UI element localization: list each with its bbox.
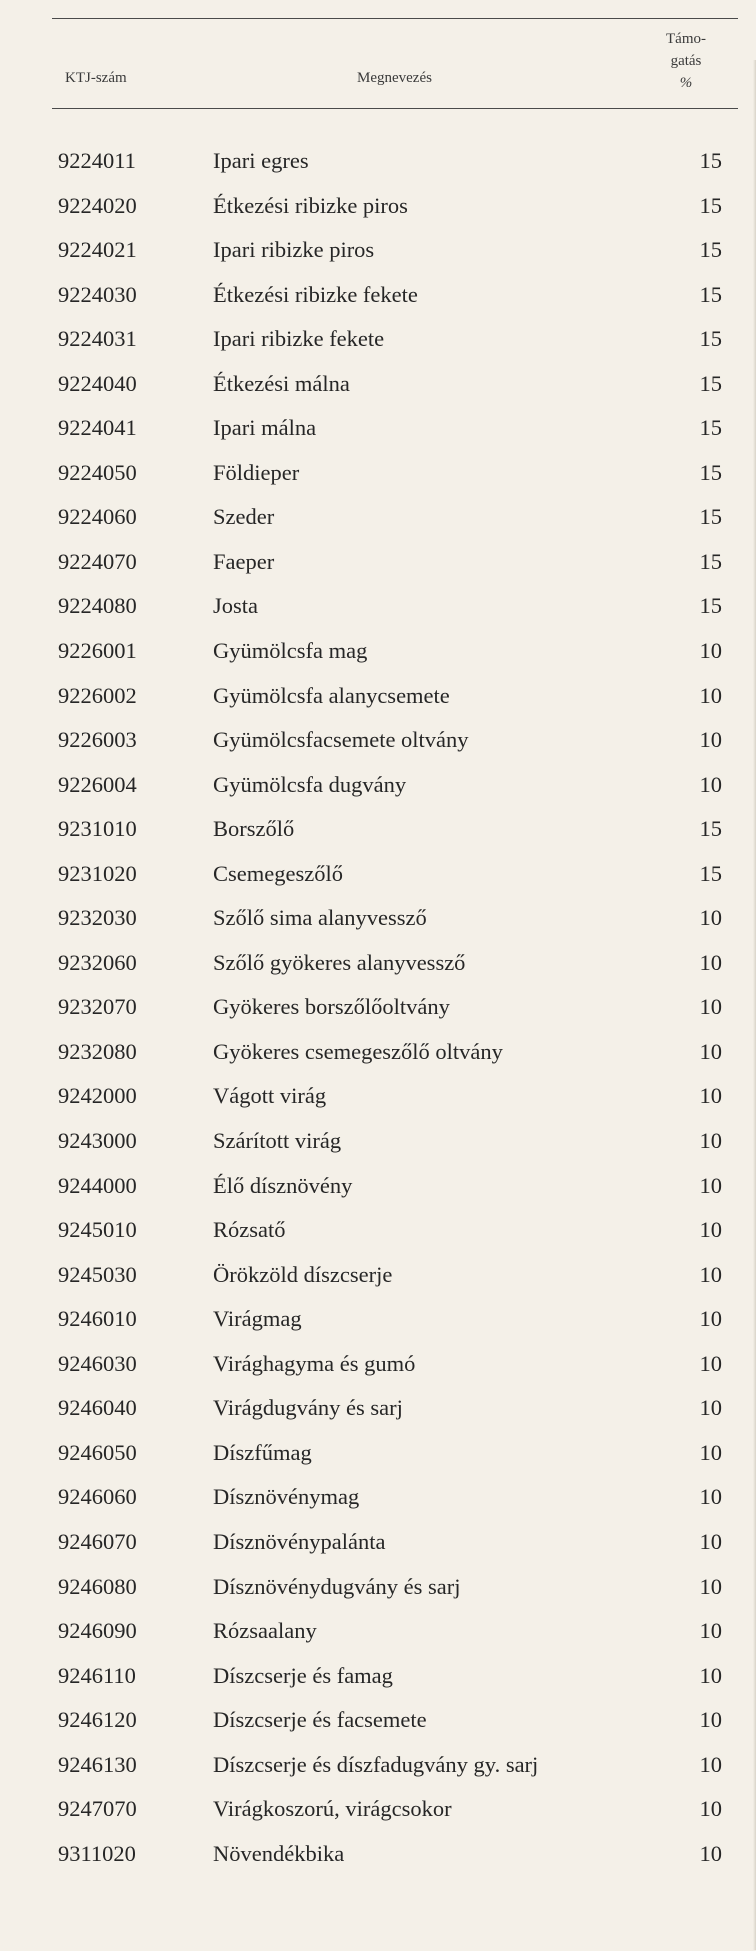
name-cell: Rózsaalany — [213, 1618, 317, 1644]
ktj-code-cell: 9224070 — [58, 548, 137, 574]
ktj-code-cell: 9246010 — [58, 1306, 137, 1332]
name-cell: Dísznövénypalánta — [213, 1528, 386, 1554]
table-row — [0, 502, 756, 547]
support-percent-cell: 10 — [699, 1796, 722, 1822]
table-row — [0, 1572, 756, 1617]
header-support-line1: Támo- — [666, 31, 706, 47]
support-percent-cell: 10 — [699, 1573, 722, 1599]
table-row — [0, 1482, 756, 1527]
table-row — [0, 369, 756, 414]
table-row — [0, 1750, 756, 1795]
name-cell: Borszőlő — [213, 816, 295, 842]
table-row — [0, 1438, 756, 1483]
ktj-code-cell: 9224041 — [58, 415, 137, 441]
name-cell: Díszcserje és famag — [213, 1662, 393, 1688]
support-percent-cell: 15 — [699, 281, 722, 307]
support-percent-cell: 10 — [699, 1662, 722, 1688]
table-row — [0, 1349, 756, 1394]
name-cell: Szőlő sima alanyvessző — [213, 905, 427, 931]
ktj-code-cell: 9242000 — [58, 1083, 137, 1109]
name-cell: Gyökeres borszőlőoltvány — [213, 994, 450, 1020]
support-percent-cell: 10 — [699, 727, 722, 753]
top-rule — [52, 18, 738, 19]
header-ktj-code: KTJ-szám — [65, 70, 127, 86]
table-row — [0, 770, 756, 815]
name-cell: Rózsatő — [213, 1217, 286, 1243]
table-row — [0, 191, 756, 236]
name-cell: Josta — [213, 593, 258, 619]
table-row — [0, 1616, 756, 1661]
support-percent-cell: 15 — [699, 816, 722, 842]
table-row — [0, 1171, 756, 1216]
name-cell: Élő dísznövény — [213, 1172, 353, 1198]
name-cell: Gyümölcsfacsemete oltvány — [213, 727, 469, 753]
support-percent-cell: 10 — [699, 1840, 722, 1866]
support-percent-cell: 10 — [699, 1484, 722, 1510]
support-percent-cell: 10 — [699, 1306, 722, 1332]
ktj-code-cell: 9232070 — [58, 994, 137, 1020]
table-body — [0, 146, 756, 1883]
name-cell: Faeper — [213, 548, 275, 574]
ktj-code-cell: 9224050 — [58, 459, 137, 485]
table-row — [0, 948, 756, 993]
name-cell: Gyökeres csemegeszőlő oltvány — [213, 1038, 503, 1064]
header-support-unit: % — [679, 75, 693, 91]
table-row — [0, 458, 756, 503]
table-row — [0, 1126, 756, 1171]
table-row — [0, 413, 756, 458]
table-row — [0, 1215, 756, 1260]
name-cell: Örökzöld díszcserje — [213, 1261, 393, 1287]
table-row — [0, 1661, 756, 1706]
ktj-code-cell: 9243000 — [58, 1128, 137, 1154]
support-percent-cell: 15 — [699, 370, 722, 396]
ktj-code-cell: 9246030 — [58, 1350, 137, 1376]
support-percent-cell: 15 — [699, 548, 722, 574]
ktj-code-cell: 9231010 — [58, 816, 137, 842]
ktj-code-cell: 9246120 — [58, 1707, 137, 1733]
name-cell: Csemegeszőlő — [213, 860, 343, 886]
name-cell: Étkezési ribizke fekete — [213, 281, 418, 307]
ktj-code-cell: 9224020 — [58, 192, 137, 218]
name-cell: Díszcserje és díszfadugvány gy. sarj — [213, 1751, 539, 1777]
name-cell: Vágott virág — [213, 1083, 327, 1109]
ktj-code-cell: 9246070 — [58, 1528, 137, 1554]
ktj-code-cell: 9246110 — [58, 1662, 136, 1688]
table-row — [0, 591, 756, 636]
support-percent-cell: 15 — [699, 504, 722, 530]
support-percent-cell: 10 — [699, 1128, 722, 1154]
ktj-code-cell: 9246060 — [58, 1484, 137, 1510]
ktj-code-cell: 9231020 — [58, 860, 137, 886]
ktj-code-cell: 9224080 — [58, 593, 137, 619]
support-percent-cell: 10 — [699, 1172, 722, 1198]
support-percent-cell: 10 — [699, 1261, 722, 1287]
ktj-code-cell: 9224060 — [58, 504, 137, 530]
ktj-code-cell: 9226002 — [58, 682, 137, 708]
ktj-code-cell: 9224030 — [58, 281, 137, 307]
name-cell: Dísznövénymag — [213, 1484, 360, 1510]
ktj-code-cell: 9247070 — [58, 1796, 137, 1822]
name-cell: Díszfűmag — [213, 1439, 312, 1465]
support-percent-cell: 15 — [699, 593, 722, 619]
ktj-code-cell: 9245010 — [58, 1217, 137, 1243]
name-cell: Virágmag — [213, 1306, 302, 1332]
support-percent-cell: 10 — [699, 949, 722, 975]
name-cell: Étkezési ribizke piros — [213, 192, 408, 218]
name-cell: Dísznövénydugvány és sarj — [213, 1573, 461, 1599]
ktj-code-cell: 9311020 — [58, 1840, 136, 1866]
header-name: Megnevezés — [357, 70, 432, 86]
ktj-code-cell: 9224031 — [58, 326, 137, 352]
name-cell: Szárított virág — [213, 1128, 342, 1154]
table-row — [0, 1705, 756, 1750]
ktj-code-cell: 9226004 — [58, 771, 137, 797]
name-cell: Gyümölcsfa dugvány — [213, 771, 407, 797]
ktj-code-cell: 9246130 — [58, 1751, 137, 1777]
name-cell: Szőlő gyökeres alanyvessző — [213, 949, 466, 975]
name-cell: Földieper — [213, 459, 300, 485]
ktj-code-cell: 9245030 — [58, 1261, 137, 1287]
support-percent-cell: 10 — [699, 1217, 722, 1243]
table-row — [0, 1393, 756, 1438]
ktj-code-cell: 9244000 — [58, 1172, 137, 1198]
header-rule — [52, 108, 738, 109]
support-percent-cell: 10 — [699, 1439, 722, 1465]
table-row — [0, 636, 756, 681]
ktj-code-cell: 9224021 — [58, 237, 137, 263]
table-row — [0, 235, 756, 280]
name-cell: Gyümölcsfa alanycsemete — [213, 682, 450, 708]
header-support-line2: gatás — [670, 53, 702, 69]
name-cell: Szeder — [213, 504, 275, 530]
support-percent-cell: 10 — [699, 994, 722, 1020]
table-row — [0, 992, 756, 1037]
ktj-code-cell: 9232030 — [58, 905, 137, 931]
name-cell: Ipari ribizke piros — [213, 237, 375, 263]
support-percent-cell: 15 — [699, 459, 722, 485]
table-row — [0, 1081, 756, 1126]
table-row — [0, 1260, 756, 1305]
table-row — [0, 324, 756, 369]
support-percent-cell: 10 — [699, 1038, 722, 1064]
ktj-code-cell: 9232080 — [58, 1038, 137, 1064]
support-percent-cell: 10 — [699, 1618, 722, 1644]
table-row — [0, 1304, 756, 1349]
ktj-code-cell: 9246050 — [58, 1439, 137, 1465]
table-row — [0, 814, 756, 859]
name-cell: Ipari málna — [213, 415, 317, 441]
support-percent-cell: 10 — [699, 1350, 722, 1376]
table-row — [0, 859, 756, 904]
support-percent-cell: 10 — [699, 1083, 722, 1109]
table-row — [0, 1527, 756, 1572]
header-support-percent — [655, 28, 717, 94]
table-row — [0, 903, 756, 948]
support-percent-cell: 10 — [699, 1528, 722, 1554]
support-percent-cell: 10 — [699, 1751, 722, 1777]
name-cell: Ipari ribizke fekete — [213, 326, 385, 352]
name-cell: Ipari egres — [213, 148, 309, 173]
table-row — [0, 1794, 756, 1839]
support-percent-cell: 15 — [699, 415, 722, 441]
name-cell: Virágkoszorú, virágcsokor — [213, 1796, 452, 1822]
ktj-code-cell: 9224011 — [58, 148, 136, 173]
support-percent-cell: 10 — [699, 1707, 722, 1733]
support-percent-cell: 15 — [699, 326, 722, 352]
name-cell: Étkezési málna — [213, 370, 350, 396]
table-row — [0, 1037, 756, 1082]
support-percent-cell: 10 — [699, 682, 722, 708]
table-row — [0, 681, 756, 726]
support-percent-cell: 10 — [699, 638, 722, 664]
ktj-code-cell: 9246090 — [58, 1618, 137, 1644]
table-row — [0, 547, 756, 592]
support-percent-cell: 15 — [699, 860, 722, 886]
name-cell: Virághagyma és gumó — [213, 1350, 416, 1376]
support-percent-cell: 15 — [699, 192, 722, 218]
support-percent-cell: 15 — [699, 237, 722, 263]
ktj-code-cell: 9232060 — [58, 949, 137, 975]
support-percent-cell: 15 — [699, 148, 722, 173]
name-cell: Növendékbika — [213, 1840, 345, 1866]
table-row — [0, 146, 756, 191]
name-cell: Gyümölcsfa mag — [213, 638, 368, 664]
table-row — [0, 280, 756, 325]
support-percent-cell: 10 — [699, 1395, 722, 1421]
support-percent-cell: 10 — [699, 771, 722, 797]
support-percent-cell: 10 — [699, 905, 722, 931]
name-cell: Virágdugvány és sarj — [213, 1395, 403, 1421]
name-cell: Díszcserje és facsemete — [213, 1707, 427, 1733]
table-row — [0, 1839, 756, 1884]
ktj-code-cell: 9224040 — [58, 370, 137, 396]
ktj-code-cell: 9246040 — [58, 1395, 137, 1421]
table-row — [0, 725, 756, 770]
ktj-code-cell: 9226001 — [58, 638, 137, 664]
ktj-code-cell: 9226003 — [58, 727, 137, 753]
ktj-code-cell: 9246080 — [58, 1573, 137, 1599]
